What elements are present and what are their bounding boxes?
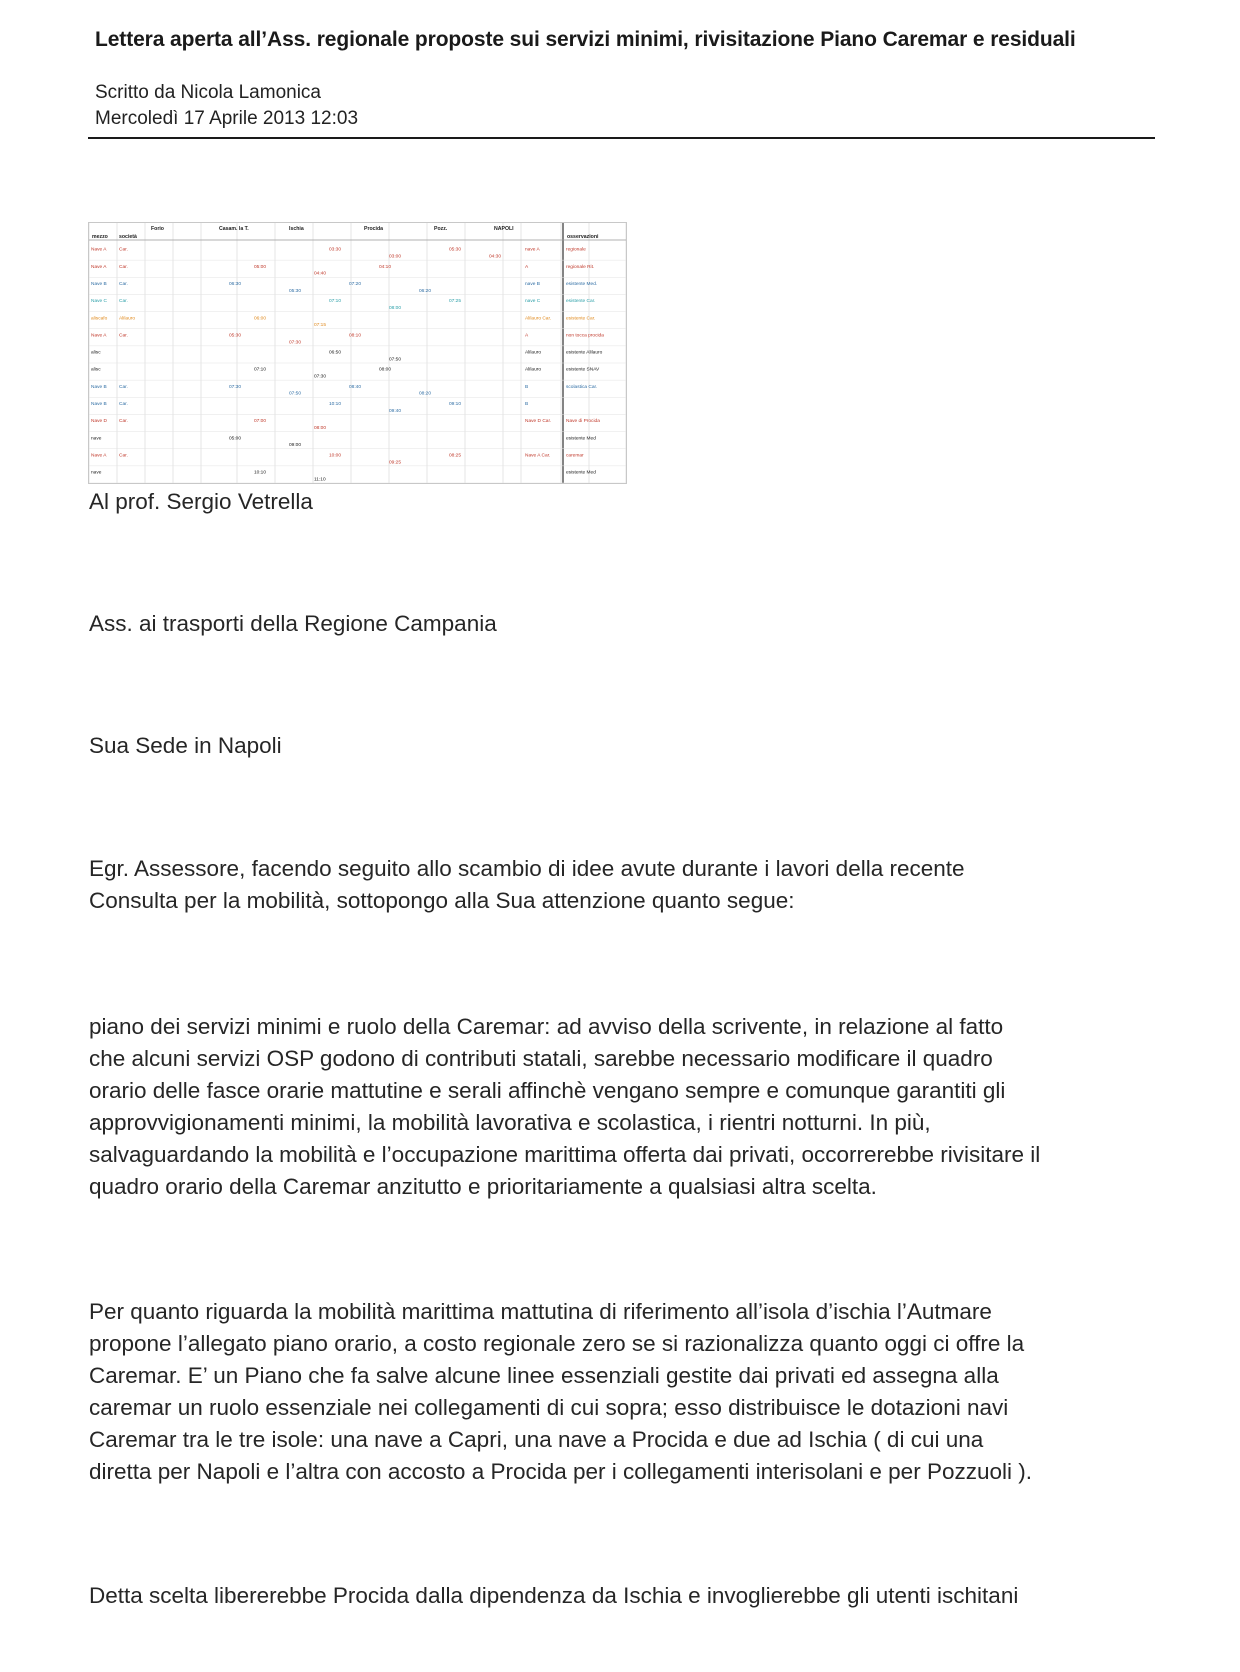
timetable-image [88,222,627,484]
timetable-header-label: Procida [364,226,384,232]
timetable-cell-time: 07:10 [329,299,342,305]
paragraph-line: piano dei servizi minimi e ruolo della Caremar: ad avviso della scrivente, in relazione al fatto [89,1014,1004,1039]
timetable-cell-time: 05:00 [229,436,242,442]
timetable-cell-mezzo: nave [91,436,102,442]
recipient-place: Sua Sede in Napoli [89,733,282,758]
timetable-cell-note: esistente SNAV [566,367,600,373]
timetable-cell-time: 05:30 [229,333,242,339]
timetable-cell-time: 09:40 [389,408,402,414]
paragraph-line: orario delle fasce orarie mattutine e serali affinchè vengano sempre e comunque garantiti gli [89,1078,1006,1103]
paragraph-line: che alcuni servizi OSP godono di contributi statali, sarebbe necessario modificare il quadro [89,1046,993,1071]
timetable-cell-time: 09:00 [289,443,302,449]
timetable-cell-time: 07:50 [289,391,302,397]
paragraph-plan [89,1296,1032,1488]
paragraph-line: Caremar tra le tre isole: una nave a Capri, una nave a Procida e due ad Ischia ( di cui una [89,1427,984,1452]
timetable-cell-tag: A [525,264,529,270]
timetable-cell-time: 10:10 [254,470,267,476]
timetable-cell-mezzo: Nave D [91,419,107,425]
timetable-cell-mezzo: Nave A [91,453,107,459]
timetable-cell-time: 07:25 [449,299,462,305]
timetable-subheader-label: società [119,234,137,240]
timetable-cell-time: 11:10 [314,477,326,483]
timetable-cell-time: 07:15 [314,323,327,329]
recipient-name: Al prof. Sergio Vetrella [89,489,313,514]
timetable-cell-tag: B [525,402,529,407]
timetable-cell-time: 07:30 [314,374,327,380]
timetable-grid [89,223,626,483]
timetable-cell-time: 10:10 [329,402,342,407]
paragraph-line: Consulta per la mobilità, sottopongo alla Sua attenzione quanto segue: [89,888,795,913]
timetable-cell-time: 06:50 [329,350,342,356]
timetable-cell-note: regionale Rit. [566,264,595,270]
timetable-cell-note: caremar [566,453,584,459]
timetable-cell-time: 08:25 [449,453,462,459]
timetable-cell-note: esistente Med [566,470,596,476]
timetable-cell-time: 04:30 [489,254,502,260]
timetable-cell-note: Nave di Procida [566,419,600,425]
timetable-cell-societa: Car. [119,333,128,339]
timetable-cell-mezzo: aliscafo [91,316,108,322]
timetable-cell-note: regionale [566,247,586,253]
timetable-cell-tag: Alilauro Car. [525,316,552,322]
paragraph-intro [89,853,965,917]
timetable-cell-societa: Car. [119,264,128,270]
timetable-cell-mezzo: Nave B [91,402,107,407]
timetable-cell-time: 07:50 [389,357,402,363]
timetable-header-label: Pozz. [434,226,448,232]
timetable-cell-mezzo: Nave B [91,282,107,287]
paragraph-line: approvvigionamenti minimi, la mobilità lavorativa e scolastica, i rientri notturni. In più, [89,1110,931,1135]
timetable-cell-time: 05:30 [449,247,462,253]
timetable-cell-time: 07:30 [229,384,242,390]
article-meta [95,80,358,132]
timetable-cell-mezzo: nave [91,470,102,476]
timetable-cell-societa: Car. [119,402,128,407]
document-title: Lettera aperta all’Ass. regionale proposte sui servizi minimi, rivisitazione Piano Caremar e residuali [95,28,1076,51]
author-line: Scritto da Nicola Lamonica [95,82,321,103]
timetable-cell-note: esistente Car. [566,299,596,305]
timetable-cell-time: 07:00 [254,419,267,425]
timetable-cell-note: esistente Alilauro [566,350,603,356]
timetable-cell-time: 06:20 [419,288,432,294]
timetable-cell-societa: Car. [119,247,128,253]
paragraph-services [89,1011,1040,1203]
paragraph-line: Egr. Assessore, facendo seguito allo scambio di idee avute durante i lavori della recente [89,856,965,881]
timetable-cell-time: 04:40 [314,271,327,277]
timetable-cell-tag: Alilauro [525,367,541,373]
timetable-cell-tag: A [525,333,529,339]
timetable-cell-note: esistente Car. [566,316,596,322]
timetable-cell-societa: Alilauro [119,316,135,322]
timetable-cell-societa: Car. [119,453,128,459]
timetable-header-label: Casam. la T. [219,226,249,232]
timetable-subheader-label: mezzo [92,234,108,240]
timetable-cell-note: non tocca procida [566,333,604,339]
paragraph-line: Caremar. E’ un Piano che fa salve alcune linee essenziali gestite dai privati ed assegna alla [89,1363,999,1388]
timetable-cell-societa: Car. [119,419,128,425]
timetable-cell-time: 04:10 [379,264,392,270]
paragraph-line: caremar un ruolo essenziale nei collegamenti di cui sopra; esso distribuisce le dotazioni navi [89,1395,1009,1420]
paragraph-line: propone l’allegato piano orario, a costo regionale zero se si razionalizza quanto oggi ci offre la [89,1331,1025,1356]
timetable-cell-tag: nave B [525,282,540,287]
timetable-cell-time: 07:10 [254,367,267,373]
timetable-cell-tag: Nave D Car. [525,419,552,425]
paragraph-choice [89,1580,1018,1612]
timetable-cell-time: 07:30 [289,340,302,346]
timetable-cell-time: 10:00 [329,453,342,459]
paragraph-line: salvaguardando la mobilità e l’occupazione marittima offerta dai privati, occorrerebbe rivisitare il [89,1142,1041,1167]
timetable-cell-time: 06:30 [229,282,242,287]
timetable-cell-time: 05:30 [289,288,302,294]
timetable-cell-societa: Car. [119,299,128,305]
timetable-cell-mezzo: Nave C [91,299,107,305]
paragraph-line: quadro orario della Caremar anzitutto e prioritariamente a qualsiasi altra scelta. [89,1174,877,1199]
timetable-cell-tag: nave A [525,247,540,253]
paragraph-line: Per quanto riguarda la mobilità marittima mattutina di riferimento all’isola d’ischia l’Autmare [89,1299,992,1324]
timetable-cell-time: 07:20 [349,282,362,287]
timetable-header-label: NAPOLI [494,226,514,232]
timetable-cell-time: 09:10 [449,402,462,407]
timetable-cell-tag: B [525,384,529,390]
timetable-cell-mezzo: Nave A [91,264,107,270]
timetable-cell-time: 03:00 [389,254,402,260]
timetable-cell-mezzo: alisc [91,367,101,373]
timetable-header-label: Forio [151,226,164,232]
paragraph-line: Detta scelta libererebbe Procida dalla dipendenza da Ischia e invoglierebbe gli utenti ischitani [89,1583,1019,1608]
timetable-cell-mezzo: Nave B [91,384,107,390]
timetable-cell-mezzo: Nave A [91,247,107,253]
timetable-cell-societa: Car. [119,384,128,390]
timetable-cell-time: 08:40 [349,384,362,390]
timetable-cell-time: 08:00 [389,306,402,311]
header-divider [88,137,1155,139]
timetable-cell-time: 08:00 [379,367,392,373]
date-line: Mercoledì 17 Aprile 2013 12:03 [95,108,359,129]
timetable-cell-tag: nave C [525,299,541,305]
timetable-cell-societa: Car. [119,282,128,287]
recipient-role: Ass. ai trasporti della Regione Campania [89,611,497,636]
timetable-cell-time: 08:20 [419,391,432,397]
paragraph-line: diretta per Napoli e l’altra con accosto a Procida per i collegamenti interisolani e per Pozzuoli ). [89,1459,1032,1484]
timetable-cell-time: 05:00 [254,264,267,270]
timetable-subheader-label: osservazioni [567,234,599,240]
timetable-cell-note: esistente Med. [566,282,598,287]
timetable-cell-time: 06:00 [254,316,267,322]
timetable-cell-time: 09:25 [389,460,402,466]
timetable-cell-mezzo: Nave A [91,333,107,339]
timetable-cell-time: 03:30 [329,247,342,253]
timetable-header-label: Ischia [289,226,304,232]
timetable-cell-time: 08:00 [314,426,327,431]
timetable-cell-note: esistente Med [566,436,596,442]
timetable-cell-time: 08:10 [349,333,362,339]
timetable-cell-note: scolastica Car. [566,384,598,390]
timetable-cell-mezzo: alisc [91,350,101,356]
timetable-cell-tag: Nave A Car. [525,453,551,459]
timetable-cell-tag: Alilauro [525,350,541,356]
